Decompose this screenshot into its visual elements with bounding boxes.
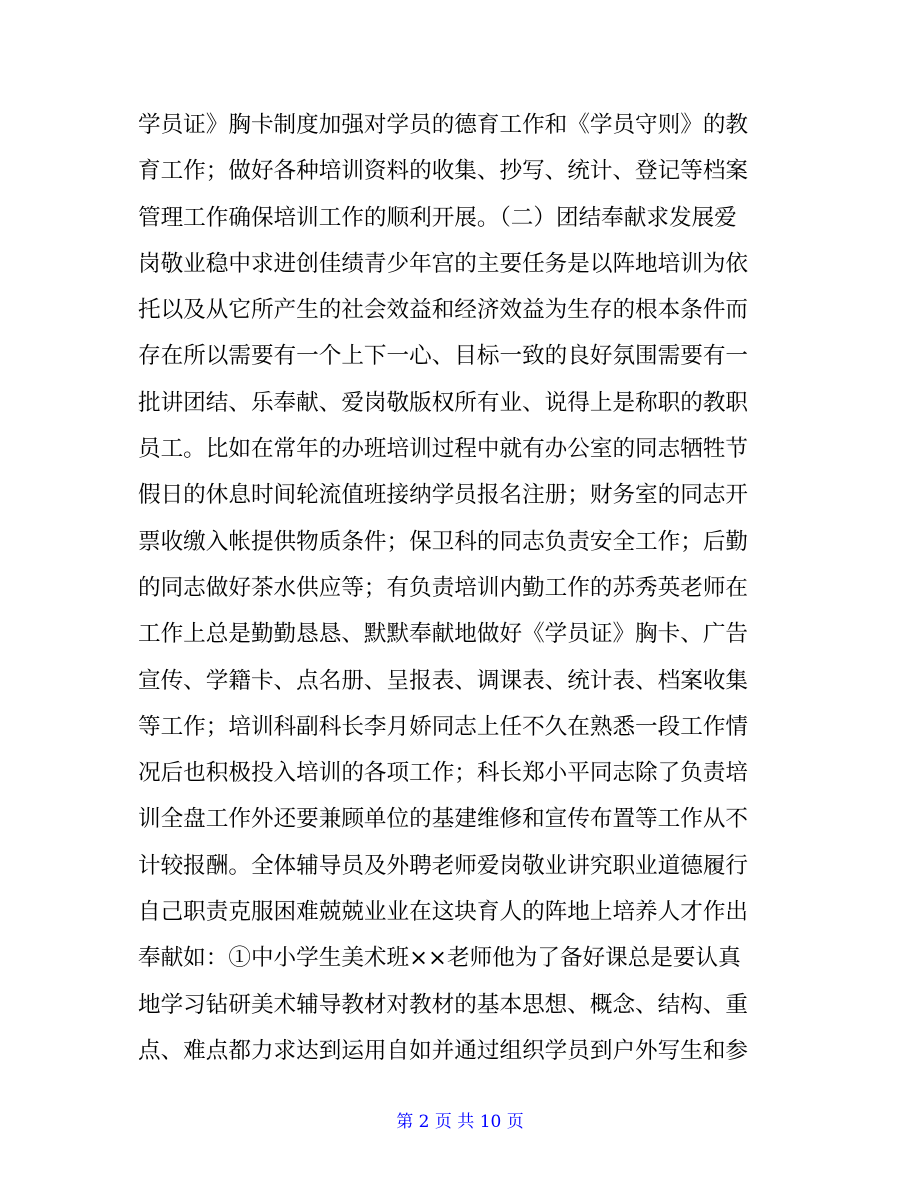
text-line: 员工。比如在常年的办班培训过程中就有办公室的同志牺牲节 xyxy=(138,436,749,463)
text-line: 管理工作确保培训工作的顺利开展。（二）团结奉献求发展爱 xyxy=(138,204,737,231)
text-line: 假日的休息时间轮流值班接纳学员报名注册；财务室的同志开 xyxy=(138,482,749,509)
text-line: 岗敬业稳中求进创佳绩青少年宫的主要任务是以阵地培训为依 xyxy=(138,250,749,277)
text-line: 地学习钻研美术辅导教材对教材的基本思想、概念、结构、重 xyxy=(138,991,749,1018)
text-line: 等工作；培训科副科长李月娇同志上任不久在熟悉一段工作情 xyxy=(138,713,749,740)
text-line: 票收缴入帐提供物质条件；保卫科的同志负责安全工作；后勤 xyxy=(138,528,749,555)
text-line: 存在所以需要有一个上下一心、目标一致的良好氛围需要有一 xyxy=(138,343,749,370)
text-line: 批讲团结、乐奉献、爱岗敬版权所有业、说得上是称职的教职 xyxy=(138,389,749,416)
text-line: 育工作；做好各种培训资料的收集、抄写、统计、登记等档案 xyxy=(138,158,749,185)
text-line: 况后也积极投入培训的各项工作；科长郑小平同志除了负责培 xyxy=(138,760,749,787)
text-line: 宣传、学籍卡、点名册、呈报表、调课表、统计表、档案收集 xyxy=(138,667,749,694)
page-number-footer: 第 2 页 共 10 页 xyxy=(396,1112,524,1132)
text-line: 的同志做好茶水供应等；有负责培训内勤工作的苏秀英老师在 xyxy=(138,574,749,601)
text-line: 奉献如：①中小学生美术班××老师他为了备好课总是要认真 xyxy=(138,945,741,972)
text-line: 点、难点都力求达到运用自如并通过组织学员到户外写生和参 xyxy=(138,1037,749,1064)
text-line: 训全盘工作外还要兼顾单位的基建维修和宣传布置等工作从不 xyxy=(138,806,749,833)
text-line: 学员证》胸卡制度加强对学员的德育工作和《学员守则》的教 xyxy=(138,112,749,138)
text-line: 托以及从它所产生的社会效益和经济效益为生存的根本条件而 xyxy=(138,297,749,324)
text-line: 计较报酬。全体辅导员及外聘老师爱岗敬业讲究职业道德履行 xyxy=(138,852,749,879)
text-line: 工作上总是勤勤恳恳、默默奉献地做好《学员证》胸卡、广告 xyxy=(138,621,749,648)
text-line: 自己职责克服困难兢兢业业在这块育人的阵地上培养人才作出 xyxy=(138,899,749,926)
body-text xyxy=(138,102,784,1074)
